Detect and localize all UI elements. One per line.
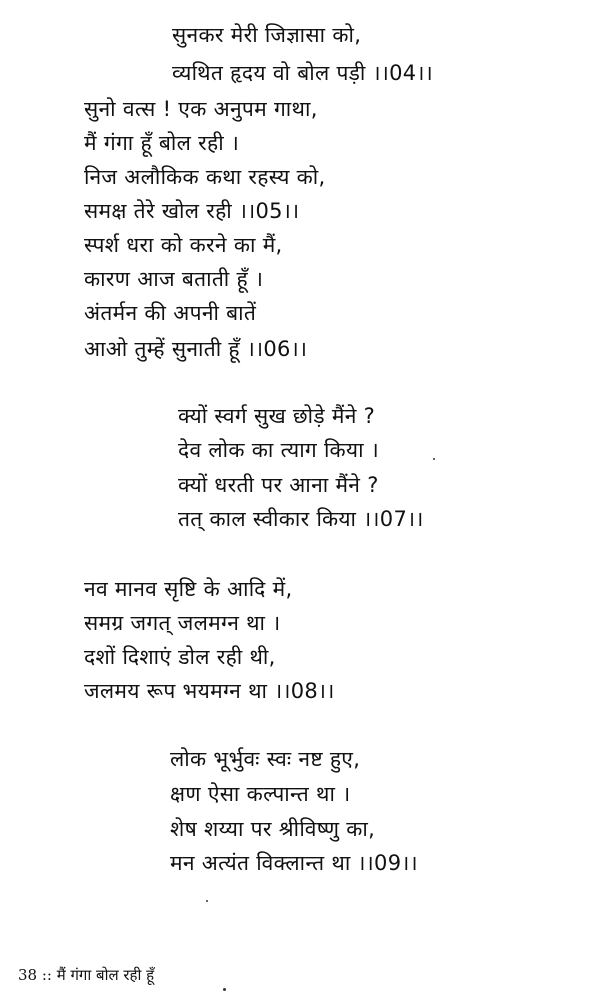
print-speck	[206, 900, 208, 902]
verse-line: क्यों धरती पर आना मैंने ?	[178, 473, 379, 497]
verse-line: व्यथित हृदय वो बोल पड़ी ।।04।।	[172, 61, 433, 85]
verse-line: कारण आज बताती हूँ ।	[84, 267, 264, 291]
verse-line: समग्र जगत् जलमग्न था ।	[84, 611, 281, 635]
verse-line: मन अत्यंत विक्लान्त था ।।09।।	[170, 851, 418, 875]
verse-line: दशों दिशाएं डोल रही थी,	[84, 645, 276, 669]
verse-line: सुनो वत्स ! एक अनुपम गाथा,	[84, 97, 318, 121]
verse-line: तत् काल स्वीकार किया ।।07।।	[178, 507, 424, 531]
verse-line: शेष शय्या पर श्रीविष्णु का,	[170, 817, 376, 841]
print-speck	[223, 988, 226, 991]
verse-line: जलमय रूप भयमग्न था ।।08।।	[84, 679, 335, 703]
verse-line: अंतर्मन की अपनी बातें	[84, 301, 257, 325]
page-footer: 38 :: मैं गंगा बोल रही हूँ	[18, 966, 155, 984]
verse-line: आओ तुम्हें सुनाती हूँ ।।06।।	[84, 337, 308, 361]
print-speck	[433, 458, 435, 460]
verse-line: लोक भूर्भुवः स्वः नष्ट हुए,	[170, 747, 361, 771]
verse-line: नव मानव सृष्टि के आदि में,	[84, 577, 293, 601]
verse-line: सुनकर मेरी जिज्ञासा को,	[172, 23, 362, 47]
verse-line: निज अलौकिक कथा रहस्य को,	[84, 165, 326, 189]
verse-line: देव लोक का त्याग किया ।	[178, 438, 380, 462]
verse-line: समक्ष तेरे खोल रही ।।05।।	[84, 199, 300, 223]
verse-line: क्यों स्वर्ग सुख छोड़े मैंने ?	[178, 404, 376, 428]
verse-line: मैं गंगा हूँ बोल रही ।	[84, 131, 240, 155]
verse-line: स्पर्श धरा को करने का मैं,	[84, 233, 283, 257]
verse-line: क्षण ऐसा कल्पान्त था ।	[170, 782, 351, 806]
